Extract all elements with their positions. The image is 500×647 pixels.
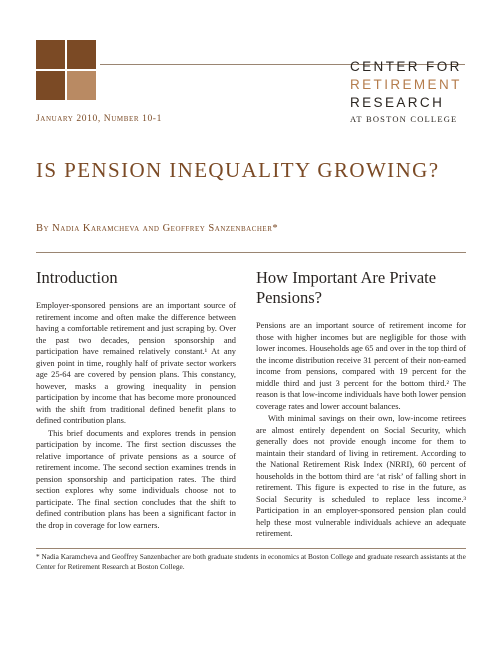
- author-line: By Nadia Karamcheva and Geoffrey Sanzenbacher*: [36, 223, 279, 234]
- importance-heading: How Important Are Private Pensions?: [256, 268, 437, 307]
- logo-square-accent: [67, 71, 96, 100]
- wordmark-line-2: RETIREMENT: [350, 77, 462, 92]
- importance-paragraph-2: With minimal savings on their own, low-income retirees are almost entirely dependent on Social Security, which generally does not provide enough income for them to maintain their standard of living in retirement. According to the National Retirement Risk Index (NRRI), 60 percent of households in the bottom third are ‘at risk’ of falling short in retirement. This figure is expected to rise in the future, as Social Security is scheduled to replace less income.³ Participation in an employer-sponsored pension plan could help these most vulnerable individuals achieve an adequate retirement.: [256, 414, 466, 538]
- title-rule: [36, 252, 466, 253]
- logo-square: [67, 40, 96, 69]
- logo-square: [36, 40, 65, 69]
- importance-paragraph-1: Pensions are an important source of retirement income for those with higher incomes but are negligible for those with lower incomes. Households age 65 and over in the top third of the income distribution receive 31 percent of their non-earned income from pensions, compared with 19 percent for the middle third and just 3 percent for the bottom third.² The reason is that low-income individuals have both lower pension coverage rates and lower account balances.: [256, 321, 466, 411]
- pension-importance-section: [256, 268, 466, 540]
- wordmark-line-3: RESEARCH: [350, 95, 445, 110]
- wordmark-line-1: CENTER FOR: [350, 59, 462, 74]
- wordmark-line-4: AT BOSTON COLLEGE: [350, 114, 458, 124]
- intro-paragraph-2: This brief documents and explores trends in pension participation by income. The first section discusses the relative importance of private pensions as a source of retirement income. The second section examines trends in pension sponsorship and participation rates. The third section explores why some individuals choose not to participate. The final section concludes that the shift to defined contribution plans has been a significant factor in the drop in coverage for low earners.: [36, 428, 236, 530]
- intro-paragraph-1: Employer-sponsored pensions are an important source of retirement income and often make the difference between having a comfortable retirement and just scraping by. Over the past two decades, pension sponsorship and participation have remained relatively constant.¹ At any given point in time, roughly half of private sector workers age 25-64 are covered by pension plans. This constancy, however, masks a growing inequality in pension participation by income that has become more pronounced with the shift from traditional defined benefit plans to defined contribution plans.: [36, 301, 236, 425]
- introduction-heading: Introduction: [36, 268, 118, 287]
- issue-number: January 2010, Number 10-1: [36, 114, 162, 124]
- logo-square: [36, 71, 65, 100]
- crr-logo-squares: [36, 40, 96, 100]
- brief-title: IS PENSION INEQUALITY GROWING?: [36, 158, 440, 182]
- footnote-rule: [36, 548, 466, 549]
- author-footnote: * Nadia Karamcheva and Geoffrey Sanzenbacher are both graduate students in economics at Boston College and graduate research assistants at the Center for Retirement Research at Boston College.: [36, 552, 466, 571]
- crr-wordmark: [350, 58, 470, 126]
- introduction-section: [36, 268, 236, 531]
